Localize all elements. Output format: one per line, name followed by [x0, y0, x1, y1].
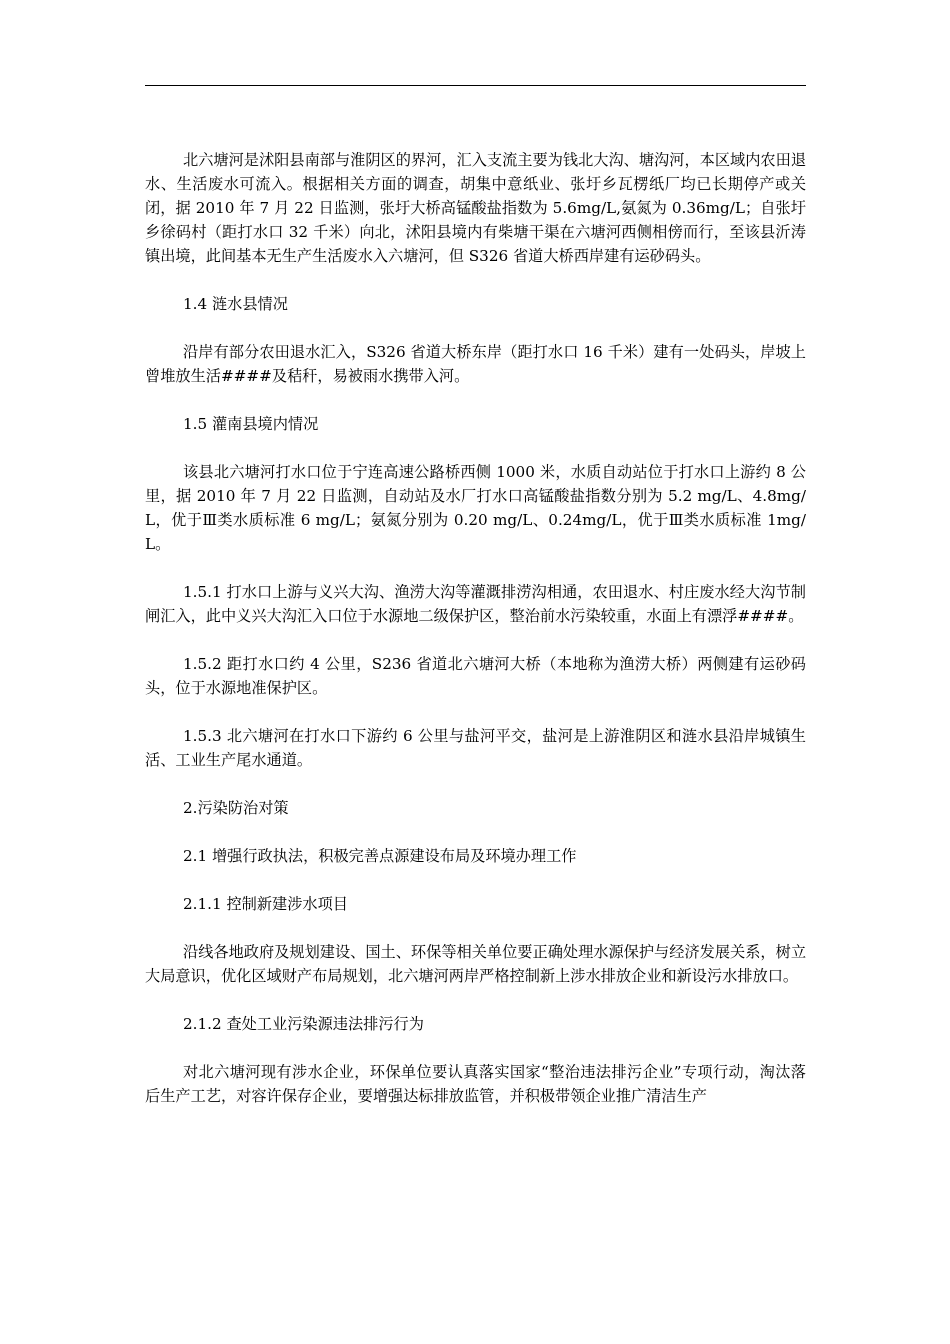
paragraph: 沿线各地政府及规划建设、国土、环保等相关单位要正确处理水源保护与经济发展关系，树立大局意识，优化区域财产布局规划，北六塘河两岸严格控制新上涉水排放企业和新设污水排放口。 [145, 943, 806, 985]
section-heading: 1.5 灌南县境内情况 [183, 415, 319, 433]
header-rule [145, 85, 806, 86]
paragraph: 1.5.1 打水口上游与义兴大沟、渔涝大沟等灌溉排涝沟相通，农田退水、村庄废水经大沟节制闸汇入，此中义兴大沟汇入口位于水源地二级保护区，整治前水污染较重，水面上有漂浮####。 [145, 583, 806, 625]
section-heading: 2.污染防治对策 [183, 799, 289, 817]
paragraph: 对北六塘河现有涉水企业，环保单位要认真落实国家“整治违法排污企业”专项行动，淘汰落后生产工艺，对容许保存企业，要增强达标排放监管，并积极带领企业推广清洁生产 [145, 1063, 806, 1105]
section-heading: 1.4 涟水县情况 [183, 295, 288, 313]
section-heading: 2.1 增强行政执法，积极完善点源建设布局及环境办理工作 [183, 847, 577, 865]
section-heading: 2.1.1 控制新建涉水项目 [183, 895, 348, 913]
document-body [145, 148, 806, 1132]
paragraph: 北六塘河是沭阳县南部与淮阴区的界河，汇入支流主要为钱北大沟、塘沟河，本区域内农田退水、生活废水可流入。根据相关方面的调查，胡集中意纸业、张圩乡瓦楞纸厂均已长期停产或关闭，据 2010 年 7 月 22 日监测，张圩大桥高锰酸盐指数为 5.6mg/L,氨氮为 0.36mg/L；自张圩乡徐码村（距打水口 32 千米）向北，沭阳县境内有柴塘干渠在六塘河西侧相傍而行，至该县沂涛镇出境，此间基本无生产生活废水入六塘河，但 S326 省道大桥西岸建有运砂码头。 [145, 151, 806, 265]
paragraph: 该县北六塘河打水口位于宁连高速公路桥西侧 1000 米，水质自动站位于打水口上游约 8 公里，据 2010 年 7 月 22 日监测，自动站及水厂打水口高锰酸盐指数分别为 5.2 mg/L、4.8mg/L，优于Ⅲ类水质标准 6 mg/L；氨氮分别为 0.20 mg/L、0.24mg/L，优于Ⅲ类水质标准 1mg/L。 [145, 463, 806, 553]
paragraph: 1.5.2 距打水口约 4 公里，S236 省道北六塘河大桥（本地称为渔涝大桥）两侧建有运砂码头，位于水源地准保护区。 [145, 655, 806, 697]
section-heading: 2.1.2 查处工业污染源违法排污行为 [183, 1015, 424, 1033]
paragraph: 沿岸有部分农田退水汇入，S326 省道大桥东岸（距打水口 16 千米）建有一处码头，岸坡上曾堆放生活####及秸秆，易被雨水携带入河。 [145, 343, 806, 385]
paragraph: 1.5.3 北六塘河在打水口下游约 6 公里与盐河平交，盐河是上游淮阴区和涟水县沿岸城镇生活、工业生产尾水通道。 [145, 727, 806, 769]
